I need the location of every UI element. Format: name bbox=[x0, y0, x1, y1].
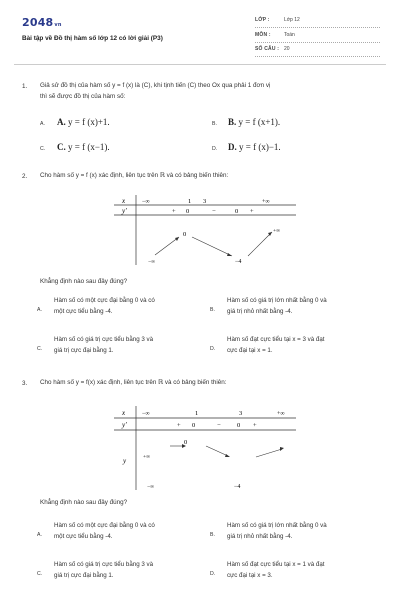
y-value: −∞ bbox=[148, 259, 156, 265]
decrease-arrow bbox=[192, 237, 232, 256]
header-divider bbox=[14, 64, 386, 65]
option-formula: y = f (x+1). bbox=[238, 117, 281, 127]
question-2-prompt: Khẳng định nào sau đây đúng? bbox=[40, 278, 128, 285]
increase-arrow bbox=[248, 232, 272, 256]
question-1-text bbox=[40, 80, 385, 102]
meta-label: MÔN : bbox=[255, 32, 271, 38]
y-value: −4 bbox=[234, 484, 241, 490]
x-value: 1 bbox=[188, 198, 192, 205]
y-value: −4 bbox=[235, 259, 242, 265]
meta-label: LỚP : bbox=[255, 17, 270, 23]
q1-option-d-letter[interactable]: D. bbox=[212, 146, 218, 152]
q1-option-a-letter[interactable]: A. bbox=[40, 121, 45, 127]
q2-variation-table bbox=[110, 193, 300, 267]
x-value: +∞ bbox=[277, 411, 285, 417]
option-line: một cực tiểu bằng -4. bbox=[54, 533, 113, 540]
y-value: +∞ bbox=[143, 454, 151, 460]
q2-option-d[interactable] bbox=[227, 334, 325, 356]
x-value: 3 bbox=[239, 410, 243, 417]
sign-value: − bbox=[217, 422, 221, 429]
y-value: 0 bbox=[184, 439, 188, 446]
q3-option-a[interactable] bbox=[54, 520, 155, 542]
meta-class bbox=[255, 14, 380, 28]
x-value: 1 bbox=[195, 410, 199, 417]
x-value: +∞ bbox=[262, 199, 270, 205]
question-3-text: Cho hàm số y = f(x) xác định, liên tục trên ℝ và có bảng biến thiên: bbox=[40, 379, 227, 386]
y-value: 0 bbox=[183, 231, 187, 238]
q2-option-b[interactable] bbox=[227, 295, 327, 317]
arrow-head bbox=[225, 454, 230, 457]
meta-subject bbox=[255, 29, 380, 43]
logo-text: 2048 bbox=[22, 16, 54, 29]
option-line: giá trị nhỏ nhất bằng -4. bbox=[227, 533, 293, 540]
option-line: Hàm số có giá trị lớn nhất bằng 0 và bbox=[227, 522, 327, 529]
option-line: Hàm số có giá trị cực tiểu bằng 3 và bbox=[54, 561, 154, 568]
question-1-number: 1. bbox=[22, 83, 28, 90]
x-value: −∞ bbox=[142, 199, 150, 205]
q1-option-b[interactable] bbox=[228, 117, 280, 127]
q1-option-c[interactable] bbox=[57, 142, 110, 152]
question-3-number: 3. bbox=[22, 380, 28, 387]
option-line: Hàm số có một cực đại bằng 0 và có bbox=[54, 522, 155, 529]
x-label: x bbox=[122, 409, 126, 417]
option-formula: y = f (x−1). bbox=[68, 142, 110, 152]
sign-value: 0 bbox=[186, 208, 190, 215]
sign-value: + bbox=[172, 208, 176, 215]
meta-count bbox=[255, 43, 380, 57]
sign-value: − bbox=[212, 208, 216, 215]
option-line: Hàm số có giá trị lớn nhất bằng 0 và bbox=[227, 297, 327, 304]
q2-option-a[interactable] bbox=[54, 295, 155, 317]
q2-option-c[interactable] bbox=[54, 334, 153, 356]
q3-option-c-letter[interactable]: C. bbox=[37, 571, 43, 577]
decrease-arrow bbox=[206, 446, 228, 456]
arrow-head bbox=[175, 237, 179, 241]
q2-option-d-letter[interactable]: D. bbox=[210, 346, 216, 352]
sign-value: 0 bbox=[235, 208, 239, 215]
q2-option-c-letter[interactable]: C. bbox=[37, 346, 43, 352]
q3-option-d-letter[interactable]: D. bbox=[210, 571, 216, 577]
y-value: −∞ bbox=[147, 484, 155, 490]
option-line: Hàm số có một cực đại bằng 0 và có bbox=[54, 297, 155, 304]
option-prefix: B. bbox=[228, 117, 237, 127]
q1-option-c-letter[interactable]: C. bbox=[40, 146, 46, 152]
meta-value: 20 bbox=[284, 46, 290, 52]
yprime-label: y′ bbox=[122, 207, 127, 215]
q3-option-b[interactable] bbox=[227, 520, 327, 542]
q3-option-a-letter[interactable]: A. bbox=[37, 532, 42, 538]
x-value: −∞ bbox=[142, 411, 150, 417]
logo-suffix: vn bbox=[54, 22, 62, 28]
option-formula: y = f (x)−1. bbox=[239, 142, 281, 152]
option-prefix: A. bbox=[57, 117, 66, 127]
q3-option-b-letter[interactable]: B. bbox=[210, 532, 215, 538]
q1-option-a[interactable] bbox=[57, 117, 110, 127]
option-line: cực đại tại x = 3. bbox=[227, 572, 273, 579]
x-value: 3 bbox=[203, 198, 207, 205]
meta-label: SỐ CÂU : bbox=[255, 46, 280, 52]
meta-value: Toán bbox=[284, 32, 295, 38]
q3-variation-table bbox=[110, 402, 300, 492]
option-line: Hàm số có giá trị cực tiểu bằng 3 và bbox=[54, 336, 154, 343]
sign-value: + bbox=[250, 208, 254, 215]
q3-option-d[interactable] bbox=[227, 559, 325, 581]
option-formula: y = f (x)+1. bbox=[68, 117, 110, 127]
increase-arrow bbox=[256, 449, 282, 457]
y-value: +∞ bbox=[273, 228, 281, 234]
q3-option-c[interactable] bbox=[54, 559, 153, 581]
option-line: Hàm số đạt cực tiểu tại x = 1 và đạt bbox=[227, 561, 325, 568]
sign-value: + bbox=[253, 422, 257, 429]
q1-option-d[interactable] bbox=[228, 142, 281, 152]
arrow-head bbox=[227, 253, 232, 256]
document-title: Bài tập về Đồ thị hàm số lớp 12 có lời giải (P3) bbox=[22, 35, 163, 42]
option-prefix: C. bbox=[57, 142, 66, 152]
option-line: giá trị cực đại bằng 1. bbox=[54, 347, 114, 354]
question-2-number: 2. bbox=[22, 173, 28, 180]
option-prefix: D. bbox=[228, 142, 237, 152]
option-line: giá trị nhỏ nhất bằng -4. bbox=[227, 308, 293, 315]
sign-value: 0 bbox=[237, 422, 241, 429]
x-label: x bbox=[122, 197, 126, 205]
question-2-text: Cho hàm số y = f (x) xác định, liên tục trên ℝ và có bảng biến thiên: bbox=[40, 172, 229, 179]
yprime-label: y′ bbox=[122, 421, 127, 429]
option-line: Hàm số đạt cực tiểu tại x = 3 và đạt bbox=[227, 336, 325, 343]
increase-arrow bbox=[155, 237, 179, 255]
option-line: giá trị cực đại bằng 1. bbox=[54, 572, 114, 579]
question-3-prompt: Khẳng định nào sau đây đúng? bbox=[40, 499, 128, 506]
question-1-line-1: Giả sử đồ thị của hàm số y = f (x) là (C), khi tịnh tiến (C) theo Ox qua phải 1 đơn vị bbox=[40, 82, 271, 89]
question-1-line-2: thì sẽ được đồ thị của hàm số: bbox=[40, 93, 126, 100]
meta-value: Lớp 12 bbox=[284, 17, 300, 23]
option-line: một cực tiểu bằng -4. bbox=[54, 308, 113, 315]
q2-option-a-letter[interactable]: A. bbox=[37, 307, 42, 313]
sign-value: + bbox=[177, 422, 181, 429]
q2-option-b-letter[interactable]: B. bbox=[210, 307, 215, 313]
sign-value: 0 bbox=[192, 422, 196, 429]
option-line: cực đại tại x = 1. bbox=[227, 347, 273, 354]
y-label: y bbox=[123, 457, 127, 465]
site-logo[interactable] bbox=[22, 16, 62, 29]
q1-option-b-letter[interactable]: B. bbox=[212, 121, 217, 127]
arrow-head bbox=[280, 447, 284, 451]
